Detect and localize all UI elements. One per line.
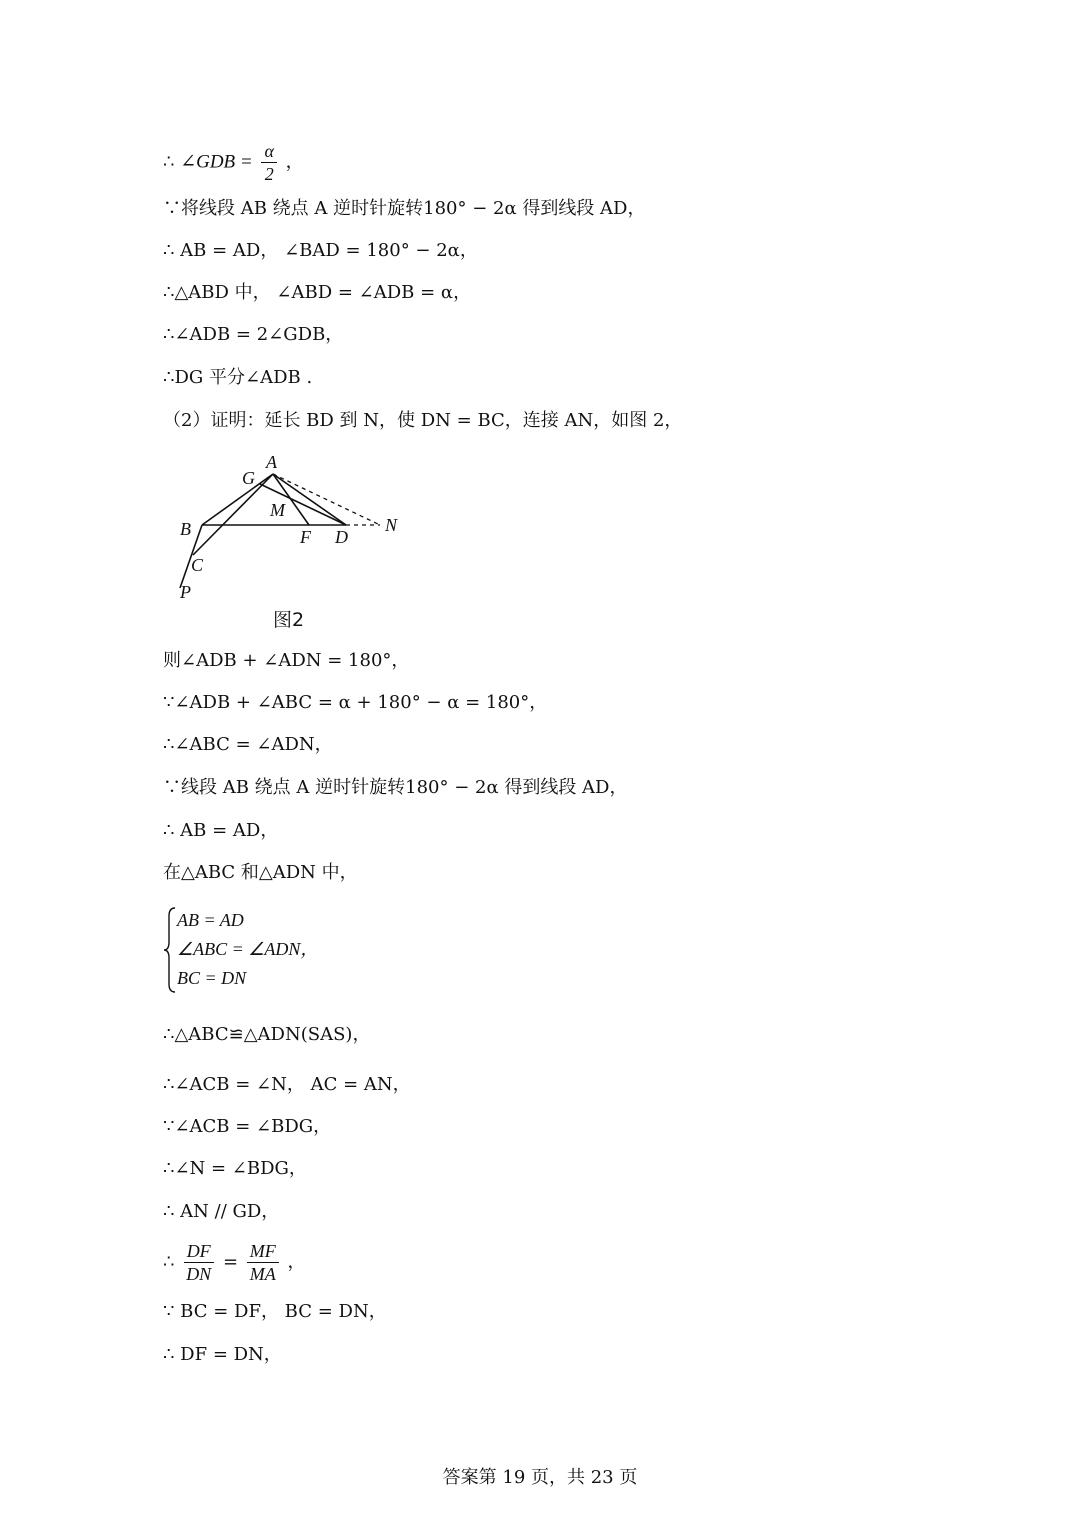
segment-an-dashed xyxy=(273,474,380,525)
label-m: M xyxy=(270,500,285,520)
punctuation: ， xyxy=(287,1251,306,1273)
proof-line-19 xyxy=(163,1240,306,1285)
label-g: G xyxy=(242,468,255,488)
segment-ab xyxy=(202,474,273,525)
numerator: DF xyxy=(184,1240,214,1263)
proof-line-3: ∴ AB = AD， ∠BAD = 180° − 2α， xyxy=(163,240,478,261)
therefore-symbol: ∴ xyxy=(163,151,175,173)
numerator: MF xyxy=(247,1240,279,1263)
proof-line-10: ∴∠ABC = ∠ADN， xyxy=(163,734,333,755)
numerator: α xyxy=(261,140,276,163)
proof-line-6: ∴DG 平分∠ADB . xyxy=(163,367,313,388)
expression: ∠GDB = xyxy=(180,151,253,173)
fraction-left xyxy=(183,1240,214,1285)
proof-line-1 xyxy=(163,140,304,185)
fraction-right xyxy=(247,1240,279,1285)
left-brace xyxy=(163,906,177,994)
label-d: D xyxy=(335,527,348,547)
proof-line-12: ∴ AB = AD， xyxy=(163,820,279,841)
punctuation: ， xyxy=(285,151,304,173)
label-p: P xyxy=(180,582,191,602)
proof-line-18: ∴ AN // GD， xyxy=(163,1201,280,1222)
system-row-1: AB = AD xyxy=(177,910,244,930)
fraction xyxy=(261,140,276,185)
proof-line-21: ∴ DF = DN， xyxy=(163,1344,282,1365)
proof-line-20: ∵ BC = DF， BC = DN， xyxy=(163,1301,387,1322)
denominator: MA xyxy=(249,1264,276,1284)
proof-line-15: ∴∠ACB = ∠N， AC = AN， xyxy=(163,1074,411,1095)
proof-line-17: ∴∠N = ∠BDG， xyxy=(163,1158,307,1179)
page-footer: 答案第 19 页，共 23 页 xyxy=(442,1467,638,1488)
proof-line-14: ∴△ABC≌△ADN(SAS)， xyxy=(163,1024,371,1045)
proof-line-16: ∵∠ACB = ∠BDG， xyxy=(163,1116,332,1137)
therefore-symbol: ∴ xyxy=(163,1251,175,1273)
proof-line-13: 在△ABC 和△ADN 中， xyxy=(163,862,358,883)
label-n: N xyxy=(385,515,398,535)
proof-line-2: ∵将线段 AB 绕点 A 逆时针旋转180° − 2α 得到线段 AD， xyxy=(163,198,646,219)
proof-line-7: （2）证明：延长 BD 到 N，使 DN = BC，连接 AN，如图 2， xyxy=(163,410,683,431)
denominator: DN xyxy=(186,1264,212,1284)
equals-sign: = xyxy=(222,1251,239,1273)
system-row-2: ∠ABC = ∠ADN， xyxy=(177,939,319,959)
label-f: F xyxy=(300,527,311,547)
label-a: A xyxy=(266,452,277,472)
proof-line-4: ∴△ABD 中， ∠ABD = ∠ADB = α， xyxy=(163,282,472,303)
proof-line-8: 则∠ADB + ∠ADN = 180°， xyxy=(163,650,410,671)
proof-line-5: ∴∠ADB = 2∠GDB， xyxy=(163,324,344,345)
figure-caption: 图2 xyxy=(273,609,305,631)
proof-line-9: ∵∠ADB + ∠ABC = α + 180° − α = 180°， xyxy=(163,692,548,713)
geometry-figure xyxy=(160,450,420,630)
label-c: C xyxy=(191,555,204,575)
system-row-3: BC = DN xyxy=(177,968,247,988)
label-b: B xyxy=(180,519,191,539)
segment-ac xyxy=(193,474,273,555)
denominator: 2 xyxy=(264,164,274,184)
proof-line-11: ∵线段 AB 绕点 A 逆时针旋转180° − 2α 得到线段 AD， xyxy=(163,777,628,798)
